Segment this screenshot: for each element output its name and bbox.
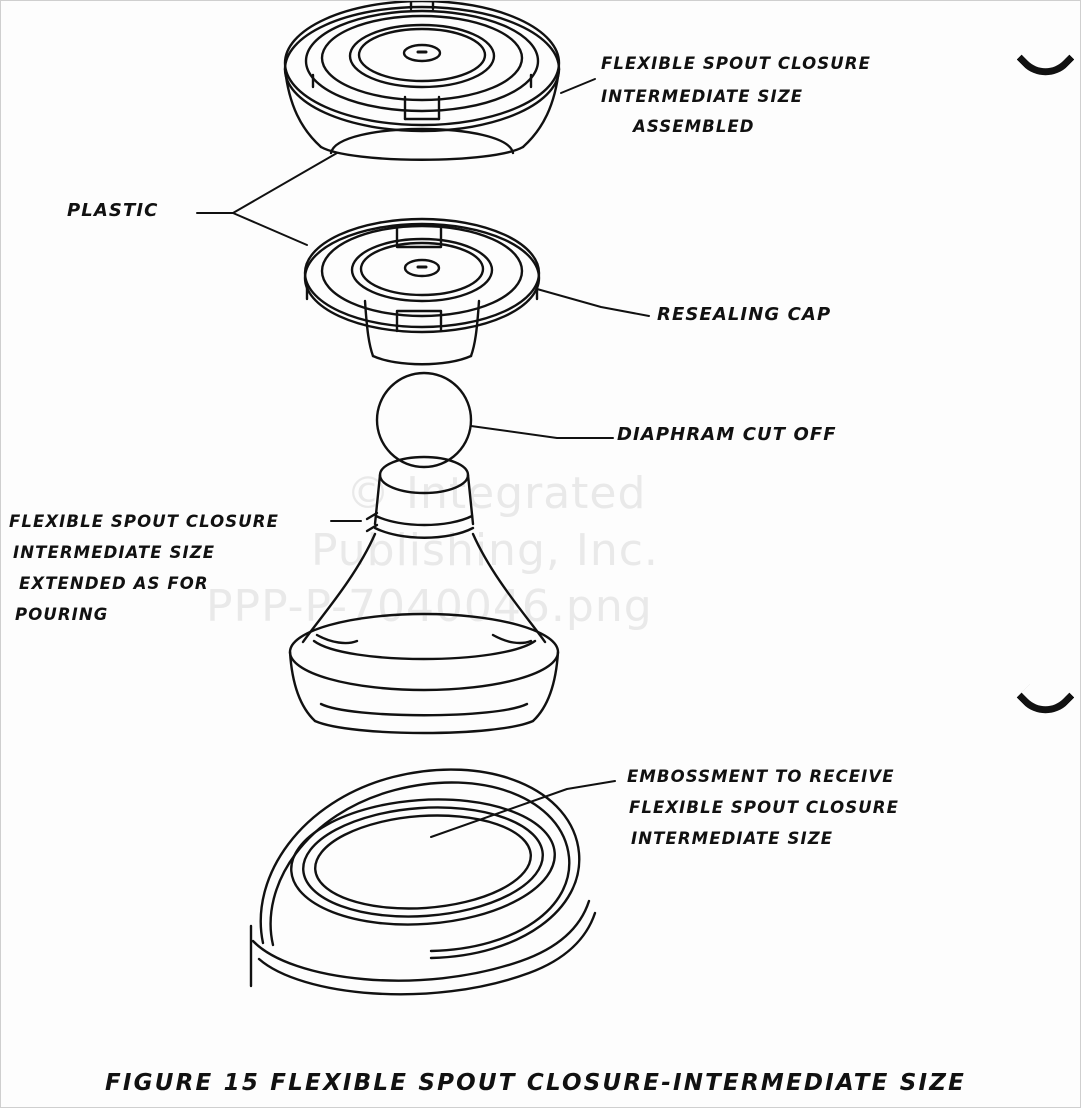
part-assembled-closure [285,1,559,160]
label-assembled-line3: ASSEMBLED [633,117,755,136]
label-plastic: PLASTIC [67,200,159,221]
label-extended-line2: INTERMEDIATE SIZE [13,543,216,562]
label-assembled-line2: INTERMEDIATE SIZE [601,87,804,106]
part-resealing-cap [305,219,539,364]
label-resealing-cap: RESEALING CAP [657,304,832,325]
part-extended-spout [290,457,558,733]
label-diaphram-cut-off: DIAPHRAM CUT OFF [617,424,837,445]
figure-caption: FIGURE 15 FLEXIBLE SPOUT CLOSURE-INTERMEDIATE SIZE [105,1070,967,1096]
label-extended-line1: FLEXIBLE SPOUT CLOSURE [9,512,279,531]
label-extended-line3: EXTENDED AS FOR [19,574,209,593]
part-diaphram-ball [377,373,471,467]
label-assembled-line1: FLEXIBLE SPOUT CLOSURE [601,54,871,73]
label-embossment-line1: EMBOSSMENT TO RECEIVE [627,767,895,786]
label-extended-line4: POURING [15,605,109,624]
watermark-line-2: Publishing, Inc. [311,525,659,576]
label-embossment-line2: FLEXIBLE SPOUT CLOSURE [629,798,899,817]
watermark-line-1: © Integrated [346,468,647,519]
label-embossment-line3: INTERMEDIATE SIZE [631,829,834,848]
watermark-line-3: PPP-P-7040046.png [206,581,653,632]
part-can-embossment [251,770,595,995]
